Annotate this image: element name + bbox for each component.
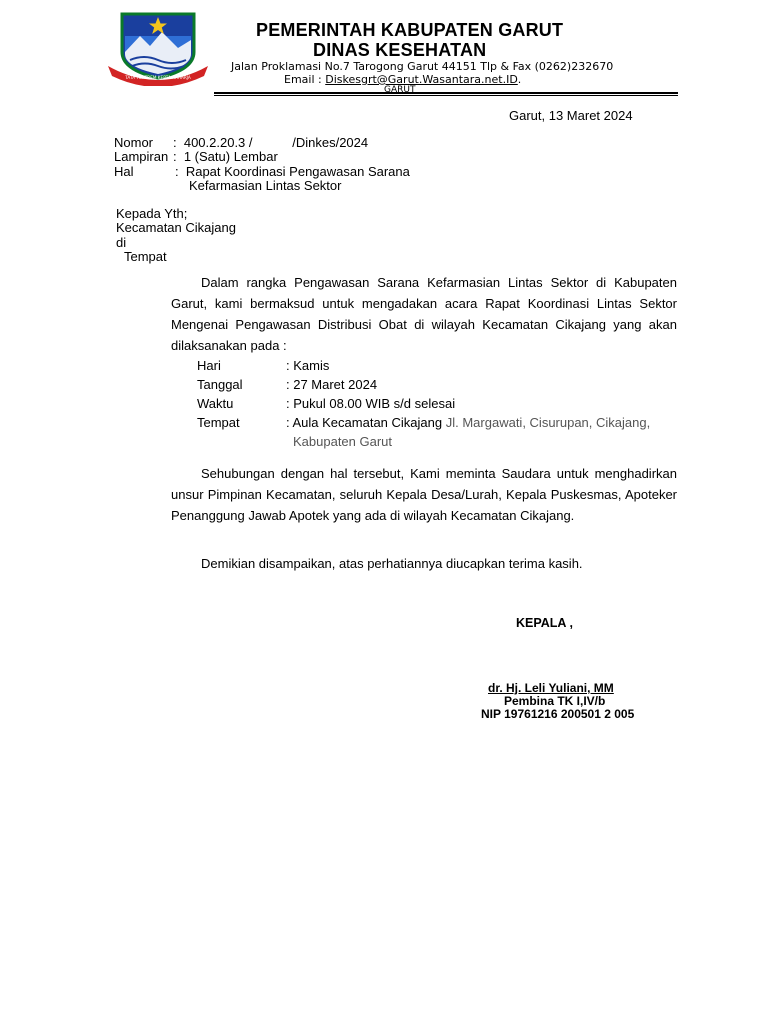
recipient-place: Tempat xyxy=(124,249,167,264)
hal-value: : Rapat Koordinasi Pengawasan Sarana xyxy=(175,164,410,179)
email-label: Email : xyxy=(284,73,322,86)
recipient-di: di xyxy=(116,235,127,250)
nomor-label: Nomor xyxy=(114,135,154,150)
schedule-place-label: Tempat xyxy=(197,415,240,430)
schedule-time-label: Waktu xyxy=(197,396,234,411)
schedule-time-value: : Pukul 08.00 WIB s/d selesai xyxy=(286,396,456,411)
nomor-value: : 400.2.20.3 / /Dinkes/2024 xyxy=(173,135,369,150)
body-paragraph-intro xyxy=(171,272,677,356)
logo-motto: TATA TENTREM KERTA RAHARJA xyxy=(125,75,191,80)
garut-regency-emblem xyxy=(104,8,212,86)
lampiran-label: Lampiran xyxy=(114,149,169,164)
schedule-place-address-continued: Kabupaten Garut xyxy=(293,434,393,449)
letterhead-address: Jalan Proklamasi No.7 Tarogong Garut 44151 Tlp & Fax (0262)232670 xyxy=(231,60,614,73)
body-paragraph-intro-text: Dalam rangka Pengawasan Sarana Kefarmasian Lintas Sektor di Kabupaten Garut, kami bermaksud untuk mengadakan acara Rapat Koordinasi Lintas Sektor Mengenai Pengawasan Distribusi Obat di wilayah Kecamatan Cikajang yang akan dilaksanakan pada : xyxy=(171,275,677,353)
email-address: Diskesgrt@Garut.Wasantara.net.ID xyxy=(325,73,518,86)
signature-title: KEPALA , xyxy=(516,616,573,630)
letterhead-rule-thick xyxy=(214,92,678,94)
email-suffix: . xyxy=(517,73,522,86)
hal-label: Hal xyxy=(114,164,134,179)
lampiran-value: : 1 (Satu) Lembar xyxy=(173,149,278,164)
signature-nip: NIP 19761216 200501 2 005 xyxy=(481,707,635,721)
schedule-day-label: Hari xyxy=(197,358,221,373)
letter-date: Garut, 13 Maret 2024 xyxy=(509,108,633,123)
letterhead-city: GARUT xyxy=(384,85,416,95)
schedule-date-label: Tanggal xyxy=(197,377,243,392)
schedule-day-value: : Kamis xyxy=(286,358,330,373)
letterhead-government-name: PEMERINTAH KABUPATEN GARUT xyxy=(256,20,564,40)
schedule-date-value: : 27 Maret 2024 xyxy=(286,377,378,392)
letterhead-office-name: DINAS KESEHATAN xyxy=(313,40,487,60)
schedule-place-value xyxy=(286,415,650,430)
schedule-place-address: Jl. Margawati, Cisurupan, Cikajang, xyxy=(445,415,651,430)
recipient-salutation: Kepada Yth; xyxy=(116,206,188,221)
recipient-name: Kecamatan Cikajang xyxy=(116,220,236,235)
body-paragraph-request-text: Sehubungan dengan hal tersebut, Kami meminta Saudara untuk menghadirkan unsur Pimpinan Kecamatan, seluruh Kepala Desa/Lurah, Kepala Puskesmas, Apoteker Penanggung Jawab Apotek yang ada di wilayah Kecamatan Cikajang. xyxy=(171,466,677,523)
body-paragraph-request xyxy=(171,463,677,526)
signature-rank: Pembina TK I,IV/b xyxy=(504,694,606,708)
signature-name: dr. Hj. Leli Yuliani, MM xyxy=(488,681,614,695)
letterhead-rule-thin xyxy=(214,95,678,96)
schedule-place-venue: : Aula Kecamatan Cikajang xyxy=(286,415,443,430)
body-paragraph-closing: Demikian disampaikan, atas perhatiannya diucapkan terima kasih. xyxy=(201,556,583,571)
hal-value-continued: Kefarmasian Lintas Sektor xyxy=(189,178,342,193)
